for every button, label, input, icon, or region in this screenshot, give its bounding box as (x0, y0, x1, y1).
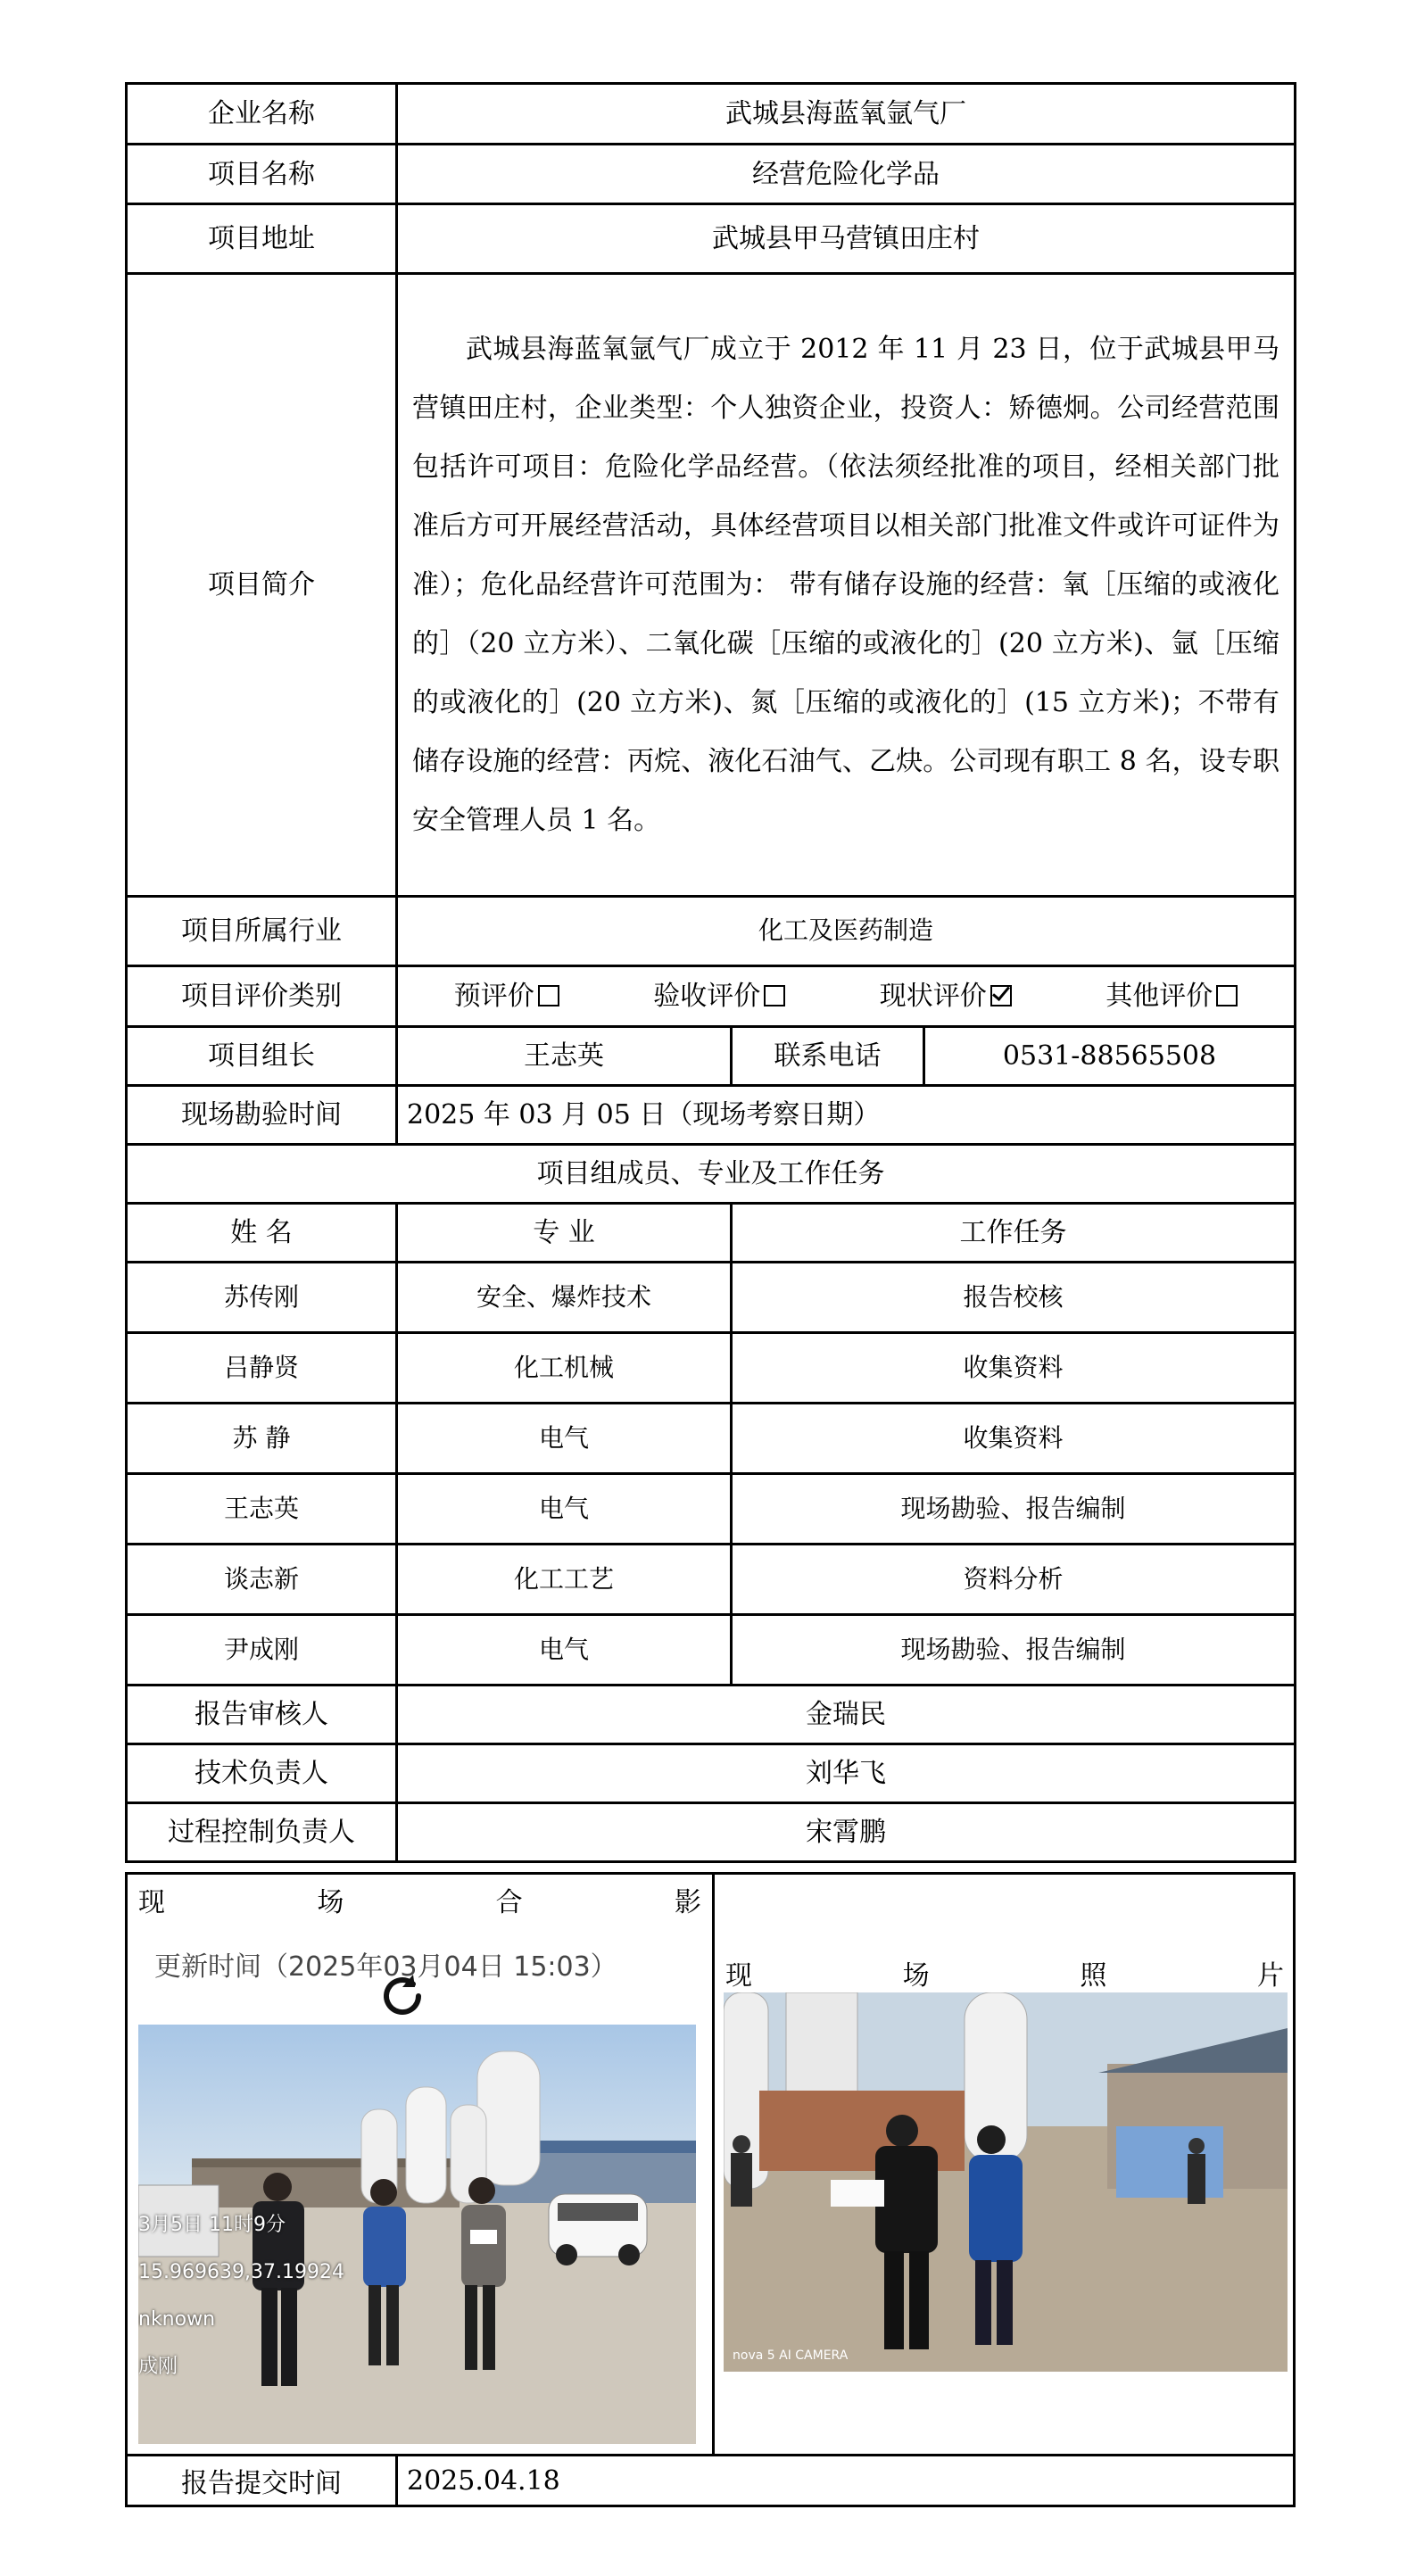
eval-type-options (397, 966, 1296, 1027)
header-name: 姓 名 (127, 1204, 397, 1263)
company-label: 企业名称 (127, 84, 397, 145)
member-major: 电气 (397, 1404, 732, 1474)
watermark-line: 成刚 (138, 2356, 178, 2378)
leader-label: 项目组长 (127, 1027, 397, 1086)
watermark-line: 15.969639,37.19924 (138, 2261, 344, 2283)
eval-option-label: 现状评价 (879, 981, 987, 1012)
label-char: 照 (1080, 1960, 1107, 1992)
update-time: 更新时间（2025年03月04日 15:03） (154, 1951, 617, 1983)
evaluation-form (125, 82, 1296, 1863)
row-survey-time (127, 1086, 1296, 1145)
process-label: 过程控制负责人 (127, 1803, 397, 1862)
eval-option-acceptance[interactable] (653, 979, 785, 1014)
watermark-line: 3月5日 11时9分 (138, 2214, 286, 2236)
member-name: 谈志新 (127, 1545, 397, 1615)
eval-option-other[interactable] (1105, 979, 1238, 1014)
table-row (127, 1404, 1296, 1474)
label-char: 场 (317, 1887, 344, 1918)
phone-label: 联系电话 (732, 1027, 924, 1086)
member-task: 资料分析 (732, 1545, 1296, 1615)
eval-option-status[interactable] (880, 979, 1012, 1014)
row-tech (127, 1744, 1296, 1803)
member-major: 化工工艺 (397, 1545, 732, 1615)
row-review (127, 1686, 1296, 1744)
review-label: 报告审核人 (127, 1686, 397, 1744)
eval-type-label: 项目评价类别 (127, 966, 397, 1027)
member-name: 吕静贤 (127, 1333, 397, 1404)
group-photo-cell (128, 1875, 715, 2454)
label-char: 合 (495, 1887, 523, 1918)
process-value: 宋霄鹏 (397, 1803, 1296, 1862)
row-eval-type (127, 966, 1296, 1027)
member-major: 电气 (397, 1615, 732, 1686)
table-row (127, 1615, 1296, 1686)
industry-label: 项目所属行业 (127, 897, 397, 966)
eval-option-label: 预评价 (453, 981, 534, 1012)
table-row (127, 1333, 1296, 1404)
label-char: 片 (1256, 1960, 1284, 1992)
member-name: 尹成刚 (127, 1615, 397, 1686)
review-value: 金瑞民 (397, 1686, 1296, 1744)
group-photo-label (138, 1880, 701, 1919)
checkbox-checked-icon[interactable] (990, 985, 1012, 1006)
row-submit (125, 2454, 1296, 2507)
address-label: 项目地址 (127, 204, 397, 274)
industry-value: 化工及医药制造 (397, 897, 1296, 966)
member-task: 收集资料 (732, 1333, 1296, 1404)
member-major: 电气 (397, 1474, 732, 1545)
row-company (127, 84, 1296, 145)
label-char: 现 (725, 1960, 752, 1992)
table-row (127, 1263, 1296, 1333)
tech-label: 技术负责人 (127, 1744, 397, 1803)
label-char: 场 (902, 1960, 930, 1992)
submit-value: 2025.04.18 (407, 2464, 560, 2497)
members-header-row (127, 1204, 1296, 1263)
member-major: 安全、爆炸技术 (397, 1263, 732, 1333)
header-task: 工作任务 (732, 1204, 1296, 1263)
checkbox-icon[interactable] (764, 985, 785, 1006)
site-photo-label (725, 1953, 1284, 1992)
header-major: 专 业 (397, 1204, 732, 1263)
address-value: 武城县甲马营镇田庄村 (397, 204, 1296, 274)
member-task: 收集资料 (732, 1404, 1296, 1474)
checkbox-icon[interactable] (538, 985, 559, 1006)
member-name: 苏 静 (127, 1404, 397, 1474)
row-intro (127, 274, 1296, 897)
member-name: 苏传刚 (127, 1263, 397, 1333)
intro-label: 项目简介 (127, 274, 397, 897)
eval-option-pre[interactable] (454, 979, 559, 1014)
site-photo-image (724, 1992, 1288, 2372)
checkbox-icon[interactable] (1216, 985, 1238, 1006)
intro-text: 武城县海蓝氧氩气厂成立于 2012 年 11 月 23 日，位于武城县甲马营镇田庄村，企业类型：个人独资企业，投资人：矫德炯。公司经营范围包括许可项目：危险化学品经营。（依法须经批准的项目，经相关部门批准后方可开展经营活动，具体经营项目以相关部门批准文件或许可证件为准）；危化品经营许可范围为： 带有储存设施的经营：氧［压缩的或液化的］（20 立方米）、二氧化碳［压缩的或液化的］(20 立方米)、氩［压缩的或液化的］(20 立方米)、氮［压缩的或液化的］(15 立方米)；不带有储存设施的经营：丙烷、液化石油气、乙炔。公司现有职工 8 名，设专职安全管理人员 1 名。 (397, 274, 1296, 897)
member-task: 现场勘验、报告编制 (732, 1615, 1296, 1686)
table-row (127, 1474, 1296, 1545)
group-photo (138, 2025, 696, 2444)
member-task: 报告校核 (732, 1263, 1296, 1333)
photo-section (125, 1872, 1296, 2456)
row-leader (127, 1027, 1296, 1086)
submit-label: 报告提交时间 (128, 2456, 398, 2505)
row-process (127, 1803, 1296, 1862)
photo-watermark (138, 2201, 344, 2390)
phone-value: 0531-88565508 (924, 1027, 1296, 1086)
survey-time-label: 现场勘验时间 (127, 1086, 397, 1145)
watermark-line: nknown (138, 2308, 216, 2331)
site-photo (724, 1992, 1288, 2372)
member-major: 化工机械 (397, 1333, 732, 1404)
refresh-icon[interactable] (377, 1971, 427, 2021)
eval-option-label: 验收评价 (653, 981, 761, 1012)
row-address (127, 204, 1296, 274)
eval-option-label: 其他评价 (1105, 981, 1213, 1012)
survey-time-value: 2025 年 03 月 05 日（现场考察日期） (397, 1086, 1296, 1145)
project-label: 项目名称 (127, 145, 397, 204)
tech-value: 刘华飞 (397, 1744, 1296, 1803)
info-table (125, 82, 1296, 1863)
row-industry (127, 897, 1296, 966)
member-name: 王志英 (127, 1474, 397, 1545)
row-project (127, 145, 1296, 204)
member-task: 现场勘验、报告编制 (732, 1474, 1296, 1545)
leader-value: 王志英 (397, 1027, 732, 1086)
row-members-title (127, 1145, 1296, 1204)
company-value: 武城县海蓝氧氩气厂 (397, 84, 1296, 145)
table-row (127, 1545, 1296, 1615)
label-char: 现 (138, 1887, 165, 1918)
label-char: 影 (674, 1887, 701, 1918)
camera-watermark: nova 5 AI CAMERA (733, 2348, 849, 2363)
members-title: 项目组成员、专业及工作任务 (127, 1145, 1296, 1204)
project-value: 经营危险化学品 (397, 145, 1296, 204)
